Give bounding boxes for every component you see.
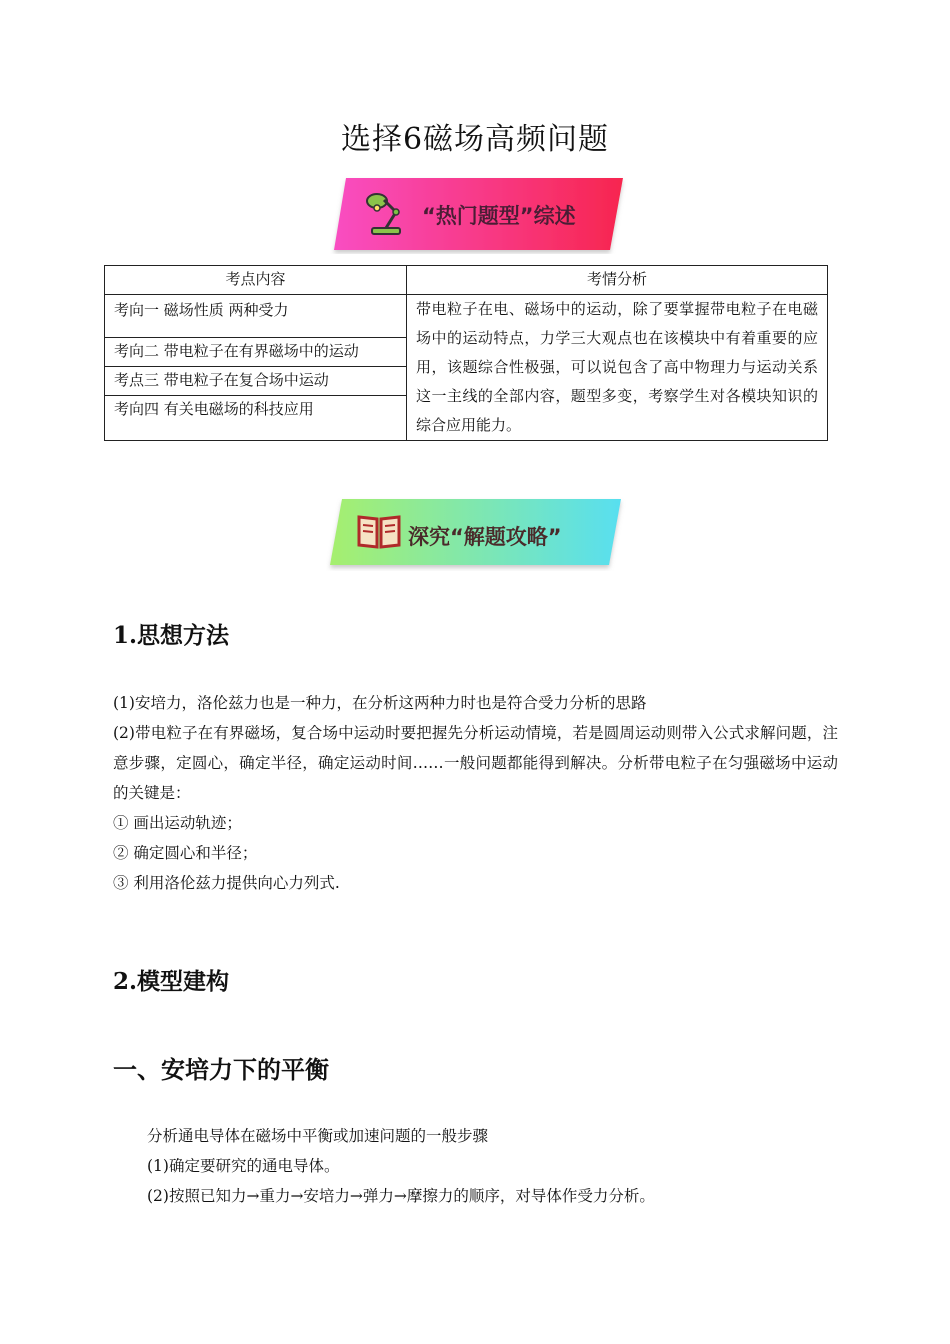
paragraph: 分析通电导体在磁场中平衡或加速问题的一般步骤 [147,1127,489,1145]
page-title: 选择6磁场高频问题 [340,122,610,157]
list-item: ③ 利用洛伦兹力提供向心力列式. [113,874,340,892]
table-header: 考情分析 [407,266,828,295]
table-header: 考点内容 [105,266,407,295]
desk-lamp-icon [364,190,406,238]
list-item: (1)确定要研究的通电导体。 [147,1157,340,1175]
exam-point-item: 考点三 带电粒子在复合场中运动 [105,367,406,396]
list-item: ② 确定圆心和半径； [113,844,258,862]
hot-topics-label: “热门题型”综述 [422,204,576,228]
section-heading: 2.模型建构 [113,968,230,995]
steps-block [147,1121,837,1211]
exam-point-item: 考向二 带电粒子在有界磁场中的运动 [105,338,406,367]
solving-strategy-label: 深究“解题攻略” [408,525,562,549]
open-book-icon [356,513,402,551]
table-row [105,295,828,441]
section-heading: 1.思想方法 [113,622,230,649]
list-item: (2)按照已知力→重力→安培力→弹力→摩擦力的顺序，对导体作受力分析。 [147,1187,655,1205]
hot-topics-banner [330,176,630,254]
paragraph: (2)带电粒子在有界磁场，复合场中运动时要把握先分析运动情境，若是圆周运动则带入公式求解问题，注意步骤，定圆心，确定半径，确定运动时间……一般问题都能得到解决。分析带电粒子在匀强磁场中运动的关键是： [113,724,838,802]
list-item: ① 画出运动轨迹； [113,814,242,832]
solving-strategy-banner [326,497,626,575]
method-paragraphs [113,688,838,898]
exam-point-item: 考向四 有关电磁场的科技应用 [114,400,314,418]
analysis-cell [407,295,828,441]
subsection-heading: 一、安培力下的平衡 [113,1055,329,1084]
paragraph: (1)安培力，洛伦兹力也是一种力，在分析这两种力时也是符合受力分析的思路 [113,694,647,712]
table-header-row [105,266,828,295]
analysis-text: 带电粒子在电、磁场中的运动，除了要掌握带电粒子在电磁场中的运动特点，力学三大观点也在该模块中有着重要的应用，该题综合性极强，可以说包含了高中物理力与运动关系这一主线的全部内容，题型多变，考察学生对各模块知识的综合应用能力。 [416,300,818,434]
exam-point-item: 考向一 磁场性质 两种受力 [105,295,406,338]
exam-points-table [104,265,828,441]
exam-points-cell [105,295,407,441]
